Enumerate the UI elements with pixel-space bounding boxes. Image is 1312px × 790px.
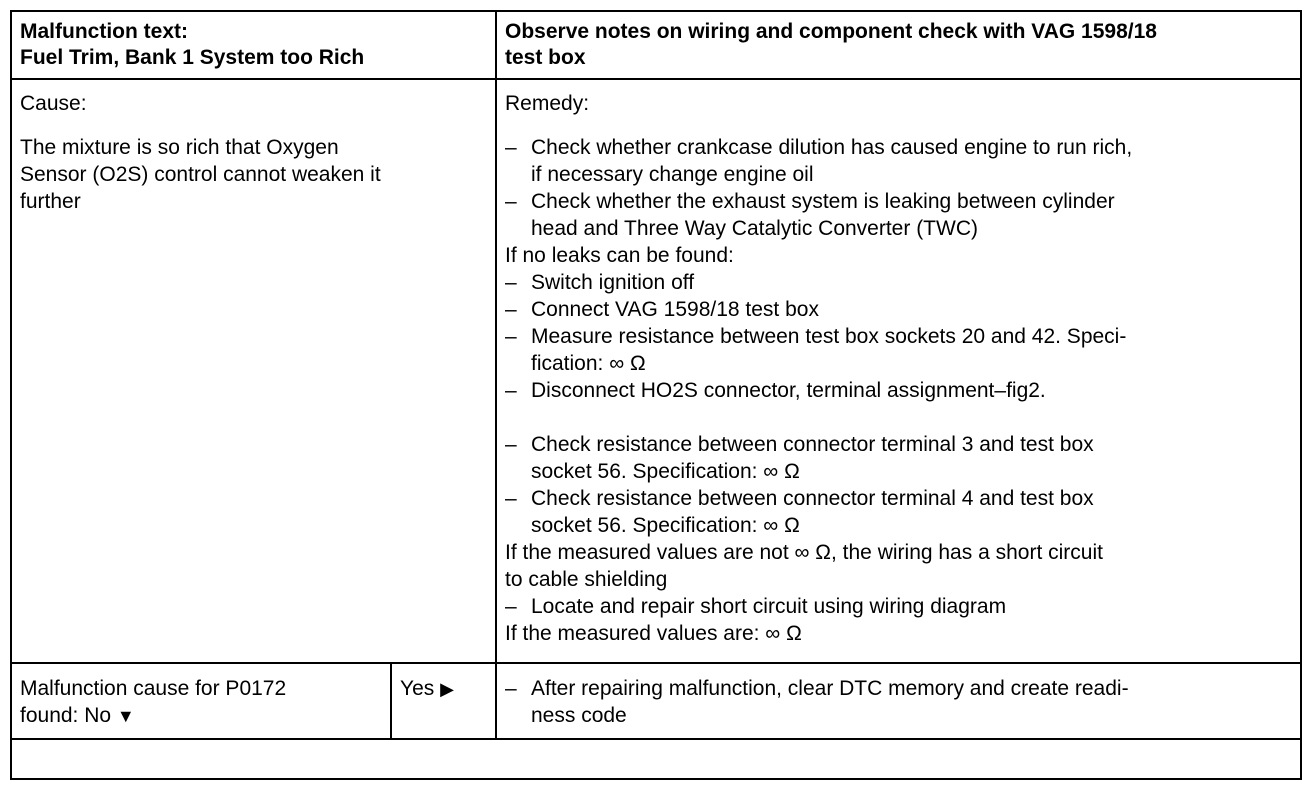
- cause-text-line: Sensor (O2S) control cannot weaken it: [20, 163, 381, 186]
- yes-line: [400, 675, 492, 703]
- remedy-step: – Connect VAG 1598/18 test box: [505, 296, 1295, 323]
- notes-line-2: test box: [505, 46, 586, 69]
- remedy-list: [505, 134, 1295, 647]
- remedy-step: – Switch ignition off: [505, 269, 1295, 296]
- procedure-table: [10, 10, 1302, 780]
- remedy-step: if necessary change engine oil: [531, 163, 814, 186]
- cause-label: Cause:: [20, 92, 87, 115]
- yes-column-divider: [390, 664, 392, 740]
- remedy-step: – Check resistance between connector terminal 3 and test box: [505, 431, 1295, 458]
- body-divider: [12, 662, 1300, 664]
- cause-cell: [20, 90, 490, 215]
- notes-header: [505, 19, 1295, 71]
- header-label: Malfunction text:: [20, 20, 188, 43]
- remedy-label: Remedy:: [505, 92, 590, 115]
- column-divider: [495, 12, 497, 740]
- remedy-note: If the measured values are: ∞ Ω: [505, 622, 802, 645]
- remedy-step: – Measure resistance between test box sockets 20 and 42. Speci-: [505, 323, 1295, 350]
- remedy-step: head and Three Way Catalytic Converter (TWC): [531, 217, 978, 240]
- after-repair-line: ness code: [531, 704, 627, 727]
- header-divider: [12, 78, 1300, 80]
- cause-text-line: The mixture is so rich that Oxygen: [20, 136, 339, 159]
- remedy-step: – Disconnect HO2S connector, terminal assignment–fig2.: [505, 377, 1295, 404]
- remedy-step: – Check whether crankcase dilution has caused engine to run rich,: [505, 134, 1295, 161]
- after-repair-line: – After repairing malfunction, clear DTC memory and create readi-: [531, 677, 1129, 700]
- found-answer: found: No: [20, 704, 112, 727]
- remedy-step: socket 56. Specification: ∞ Ω: [531, 460, 800, 483]
- remedy-note: to cable shielding: [505, 568, 668, 591]
- notes-line-1: Observe notes on wiring and component check with VAG 1598/18: [505, 20, 1157, 43]
- found-question: Malfunction cause for P0172: [20, 677, 287, 700]
- remedy-cell: [505, 90, 1295, 647]
- cause-text-line: further: [20, 190, 81, 213]
- yes-cell: [400, 675, 492, 703]
- malfunction-found-cell: [20, 675, 386, 730]
- found-answer-line: [20, 702, 386, 730]
- remedy-step: fication: ∞ Ω: [531, 352, 646, 375]
- after-repair-cell: [505, 675, 1295, 729]
- right-arrow-icon: ▶: [440, 679, 454, 699]
- remedy-note: If no leaks can be found:: [505, 244, 734, 267]
- remedy-note: If the measured values are not ∞ Ω, the wiring has a short circuit: [505, 541, 1103, 564]
- remedy-spacer: [505, 404, 1295, 431]
- remedy-step: – Locate and repair short circuit using wiring diagram: [505, 593, 1295, 620]
- malfunction-title: Fuel Trim, Bank 1 System too Rich: [20, 46, 365, 69]
- after-repair-step: [505, 675, 1295, 702]
- down-arrow-icon: ▼: [116, 706, 135, 726]
- remedy-step: – Check whether the exhaust system is leaking between cylinder: [505, 188, 1295, 215]
- footer-divider: [12, 738, 1300, 740]
- remedy-step: – Check resistance between connector terminal 4 and test box: [505, 485, 1295, 512]
- yes-label: Yes: [400, 677, 435, 700]
- remedy-step: socket 56. Specification: ∞ Ω: [531, 514, 800, 537]
- malfunction-text-header: [20, 19, 490, 71]
